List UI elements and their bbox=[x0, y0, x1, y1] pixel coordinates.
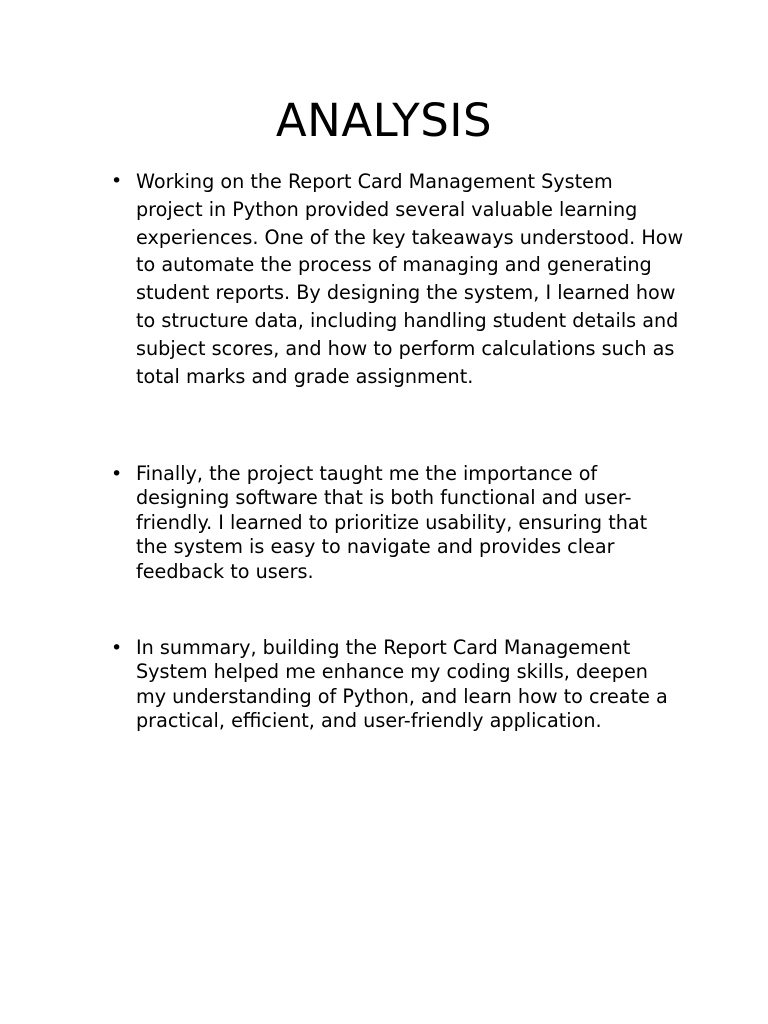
bullet-item-2 bbox=[111, 462, 684, 584]
bullet-icon: • bbox=[111, 170, 123, 192]
bullet-text-1: Working on the Report Card Management System project in Python provided several valuable learning experiences. One of the key takeaways understood. How to automate the process of managing and generating student reports. By designing the system, I learned how to structure data, including handling student details and subject scores, and how to perform calculations such as total marks and grade assignment. bbox=[136, 170, 684, 388]
bullet-item-1 bbox=[111, 168, 684, 390]
page-title: ANALYSIS bbox=[275, 94, 493, 147]
bullet-text-2: Finally, the project taught me the importance of designing software that is both functional and user-friendly. I learned to prioritize usability, ensuring that the system is easy to navigate and provides clear feedback to users. bbox=[136, 462, 648, 583]
bullet-text-3: In summary, building the Report Card Management System helped me enhance my coding skills, deepen my understanding of Python, and learn how to create a practical, efficient, and user-friendly application. bbox=[136, 636, 668, 733]
bullet-icon: • bbox=[111, 637, 123, 659]
bullet-icon: • bbox=[111, 463, 123, 485]
bullet-item-3 bbox=[111, 636, 684, 734]
